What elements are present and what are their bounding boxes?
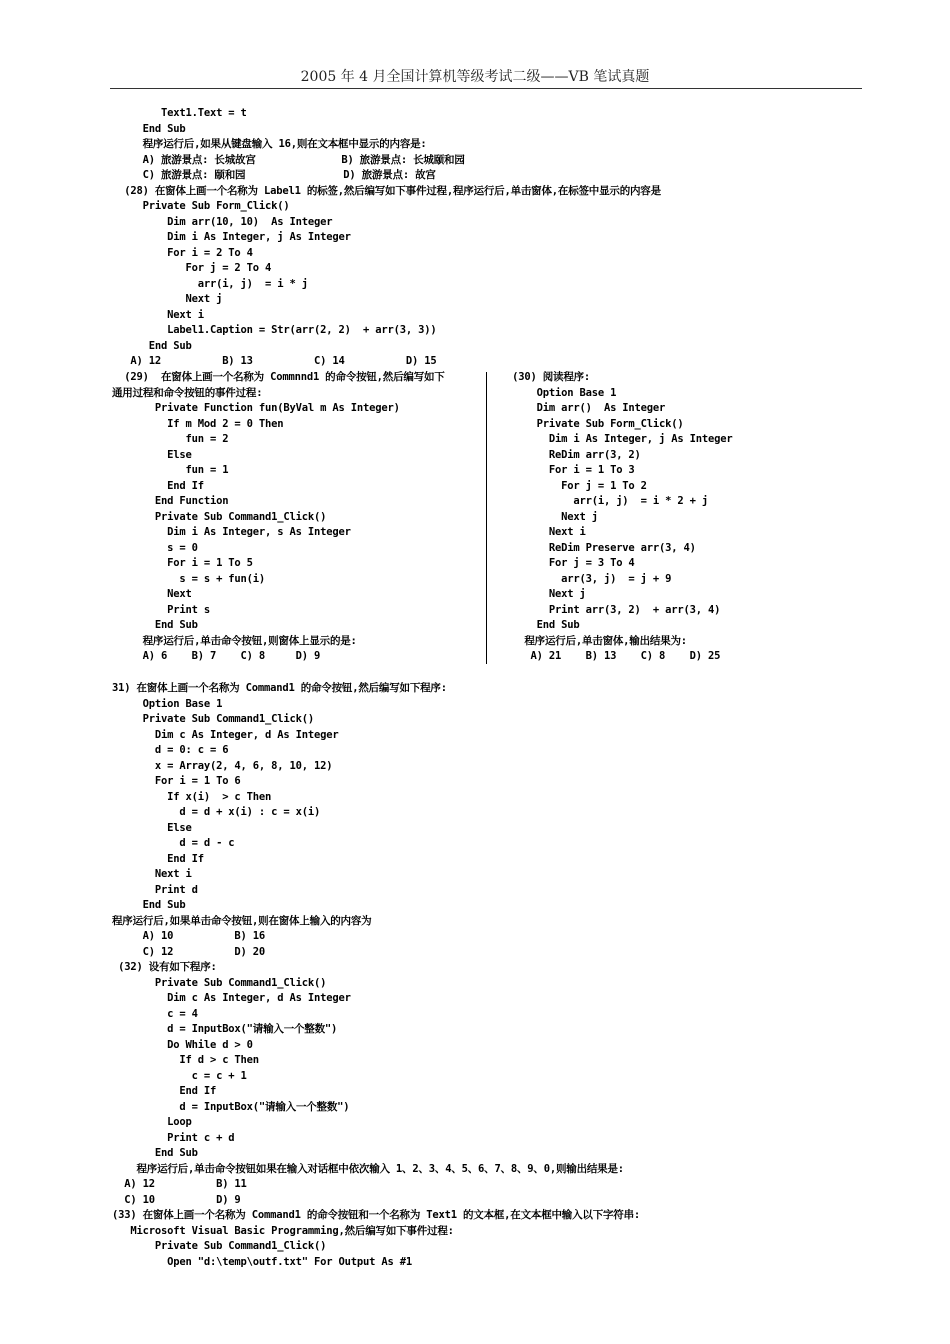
text-line: Private Sub Command1_Click(): [112, 1240, 327, 1252]
text-line: A) 12 B) 13 C) 14 D) 15: [112, 355, 437, 367]
text-line: Print s: [112, 603, 210, 616]
text-line: Private Function fun(ByVal m As Integer): [112, 402, 400, 414]
text-line: A) 旅游景点: 长城故宫 B) 旅游景点: 长城颐和园: [112, 153, 465, 166]
text-line: Next j: [506, 510, 598, 523]
text-line: Dim arr(10, 10) As Integer: [112, 215, 333, 228]
text-line: If d > c Then: [112, 1054, 259, 1066]
text-line: fun = 2: [112, 433, 229, 445]
text-line: Option Base 1: [112, 697, 223, 710]
text-line: For i = 1 To 6: [112, 775, 241, 787]
text-line: d = InputBox("请输入一个整数"): [112, 1023, 338, 1035]
text-line: A) 6 B) 7 C) 8 D) 9: [112, 650, 321, 662]
text-line: For j = 1 To 2: [506, 479, 647, 492]
text-line: Next: [112, 588, 192, 600]
text-line: (30) 阅读程序:: [506, 371, 591, 383]
text-line: ReDim Preserve arr(3, 4): [506, 541, 696, 554]
text-line: A) 12 B) 11: [112, 1178, 247, 1190]
text-line: End If: [112, 479, 204, 492]
text-line: Next j: [112, 293, 223, 305]
text-line: fun = 1: [112, 464, 229, 476]
text-line: C) 12 D) 20: [112, 945, 266, 958]
text-line: Dim arr() As Integer: [506, 402, 666, 414]
text-line: x = Array(2, 4, 6, 8, 10, 12): [112, 759, 333, 772]
text-line: Else: [112, 448, 192, 461]
text-line: Next i: [112, 308, 204, 321]
text-line: d = 0: c = 6: [112, 744, 229, 756]
text-line: Loop: [112, 1116, 192, 1128]
text-line: c = 4: [112, 1007, 198, 1020]
text-line: If m Mod 2 = 0 Then: [112, 417, 284, 430]
text-line: (33) 在窗体上画一个名称为 Command1 的命令按钮和一个名称为 Text1 的文本框,在文本框中输入以下字符串:: [112, 1209, 641, 1221]
text-line: Text1.Text = t: [112, 107, 247, 119]
text-line: Else: [112, 821, 192, 834]
header-rule: [110, 88, 862, 89]
text-line: ReDim arr(3, 2): [506, 448, 641, 461]
text-line: d = d + x(i) : c = x(i): [112, 806, 321, 818]
text-line: End Sub: [112, 619, 198, 631]
text-line: For i = 1 To 3: [506, 464, 635, 476]
text-line: Private Sub Command1_Click(): [112, 713, 315, 725]
text-line: End Sub: [112, 122, 186, 135]
text-line: Do While d > 0: [112, 1038, 253, 1051]
text-line: Private Sub Form_Click(): [506, 417, 684, 430]
text-line: A) 21 B) 13 C) 8 D) 25: [506, 650, 721, 662]
text-line: 程序运行后,如果单击命令按钮,则在窗体上输入的内容为: [112, 914, 372, 927]
column-divider: [486, 372, 487, 664]
text-line: For j = 2 To 4: [112, 262, 272, 274]
text-line: Next i: [506, 526, 586, 538]
text-line: Print arr(3, 2) + arr(3, 4): [506, 603, 721, 616]
text-line: Dim i As Integer, j As Integer: [112, 231, 351, 243]
text-line: d = InputBox("请输入一个整数"): [112, 1100, 350, 1113]
text-line: 通用过程和命令按钮的事件过程:: [112, 386, 263, 399]
text-line: Next i: [112, 868, 192, 880]
text-line: A) 10 B) 16: [112, 930, 266, 942]
text-line: For j = 3 To 4: [506, 557, 635, 569]
text-line: For i = 2 To 4: [112, 246, 253, 259]
text-line: Label1.Caption = Str(arr(2, 2) + arr(3, 3)): [112, 324, 437, 336]
text-line: arr(i, j) = i * 2 + j: [506, 495, 709, 507]
text-line: 31) 在窗体上画一个名称为 Command1 的命令按钮,然后编写如下程序:: [112, 682, 447, 694]
text-line: Print d: [112, 883, 198, 896]
text-line: Next j: [506, 588, 586, 600]
text-line: s = s + fun(i): [112, 572, 266, 585]
text-line: For i = 1 To 5: [112, 557, 253, 569]
text-line: Print c + d: [112, 1131, 235, 1144]
text-line: C) 10 D) 9: [112, 1193, 241, 1206]
text-line: Private Sub Command1_Click(): [112, 510, 327, 523]
text-line: d = d - c: [112, 837, 235, 849]
text-line: Microsoft Visual Basic Programming,然后编写如下事件过程:: [112, 1224, 454, 1237]
text-line: End If: [112, 852, 204, 865]
text-line: (29) 在窗体上画一个名称为 Commnnd1 的命令按钮,然后编写如下: [112, 371, 445, 383]
text-line: 程序运行后,单击命令按钮,则窗体上显示的是:: [112, 634, 357, 647]
text-line: Private Sub Command1_Click(): [112, 976, 327, 989]
text-line: 程序运行后,单击窗体,输出结果为:: [506, 634, 687, 647]
text-line: s = 0: [112, 541, 198, 554]
text-line: Private Sub Form_Click(): [112, 200, 290, 212]
text-line: End Sub: [112, 899, 186, 911]
text-line: End Sub: [506, 619, 580, 631]
text-line: (32) 设有如下程序:: [112, 961, 217, 973]
page-header-title: 2005 年 4 月全国计算机等级考试二级——VB 笔试真题: [300, 69, 650, 85]
text-line: (28) 在窗体上画一个名称为 Label1 的标签,然后编写如下事件过程,程序运行后,单击窗体,在标签中显示的内容是: [112, 184, 661, 197]
text-line: End Function: [112, 495, 229, 507]
text-line: Dim c As Integer, d As Integer: [112, 728, 339, 741]
text-line: arr(i, j) = i * j: [112, 277, 308, 290]
text-line: Option Base 1: [506, 386, 617, 399]
text-line: If x(i) > c Then: [112, 790, 272, 803]
text-line: 程序运行后,单击命令按钮如果在输入对话框中依次输入 1、2、3、4、5、6、7、8、9、0,则输出结果是:: [112, 1162, 624, 1175]
text-line: c = c + 1: [112, 1069, 247, 1082]
text-line: Open "d:\temp\outf.txt" For Output As #1: [112, 1255, 412, 1268]
question-29-block: [112, 370, 445, 665]
text-line: 程序运行后,如果从键盘输入 16,则在文本框中显示的内容是:: [112, 138, 427, 150]
question-30-block: [506, 370, 733, 665]
question-block-top: [112, 106, 661, 370]
text-line: Dim i As Integer, j As Integer: [506, 433, 733, 445]
question-block-bottom: [112, 681, 640, 1270]
text-line: End Sub: [112, 339, 192, 352]
text-line: Dim i As Integer, s As Integer: [112, 526, 351, 538]
text-line: C) 旅游景点: 颐和园 D) 旅游景点: 故宫: [112, 169, 436, 181]
text-line: arr(3, j) = j + 9: [506, 572, 672, 585]
text-line: End Sub: [112, 1147, 198, 1159]
text-line: Dim c As Integer, d As Integer: [112, 992, 351, 1004]
text-line: End If: [112, 1085, 217, 1097]
